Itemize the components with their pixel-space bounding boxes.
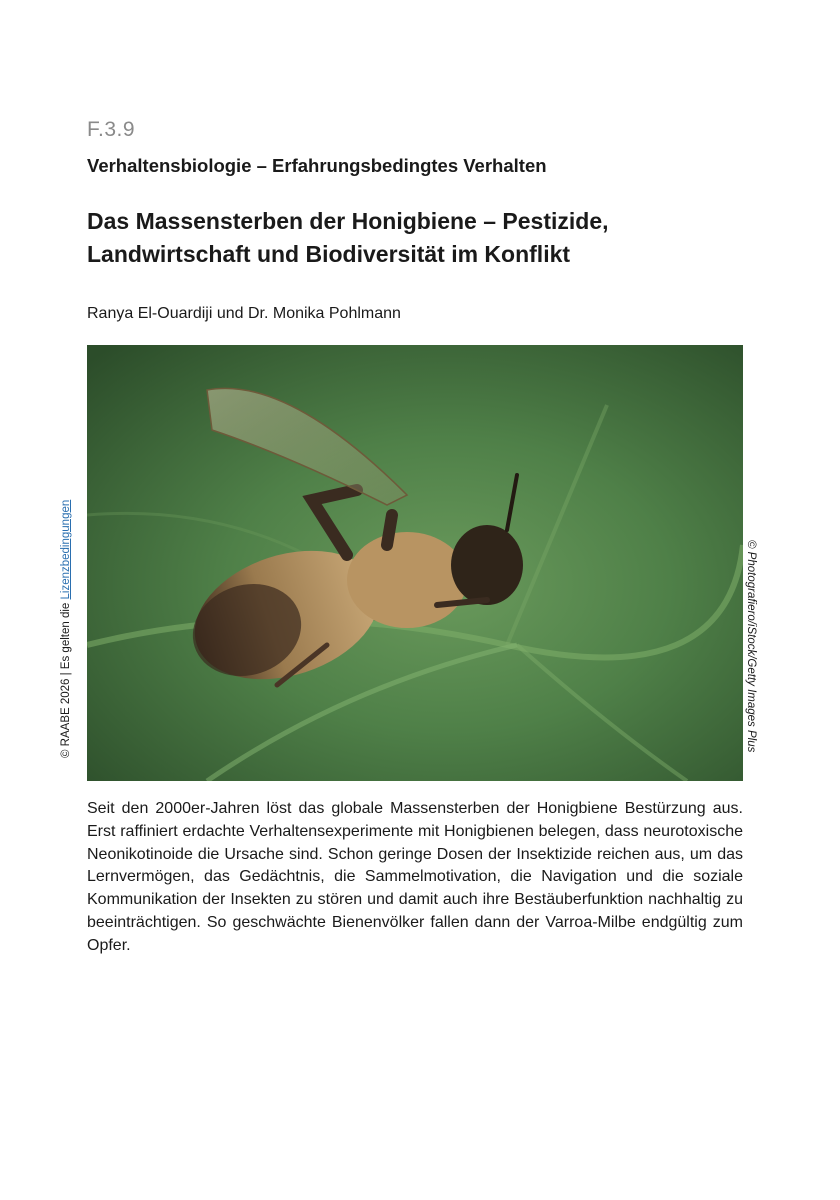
intro-paragraph: Seit den 2000er-Jahren löst das globale Massensterben der Honigbiene Bestürzung aus. Erst raffiniert erdachte Verhaltensexperimente mit Honigbienen belegen, dass neurotoxische Neonikotinoide die Ursache sind. Schon geringe Dosen der Insektizide reichen aus, um das Lernvermögen, das Gedächtnis, die Sammelmotivation, die Navigation und die soziale Kommunikation der Insekten zu stören und damit auch ihre Bestäuberfunktion nachhaltig zu beeinträchtigen. So geschwächte Bienenvölker fallen dann der Varroa-Milbe endgültig zum Opfer.	[87, 800, 743, 954]
honeybee-photo	[87, 345, 743, 781]
copyright-note	[60, 500, 72, 758]
chapter-code: F.3.9	[87, 118, 136, 141]
license-link[interactable]: Lizenzbedingungen	[60, 499, 72, 600]
copyright-text: © RAABE 2026 | Es gelten die	[60, 599, 72, 758]
photo-credit: © Photografiero/iStock/Getty Images Plus	[745, 540, 757, 753]
authors-line: Ranya El-Ouardiji und Dr. Monika Pohlmann	[87, 305, 401, 322]
subject-heading: Verhaltensbiologie – Erfahrungsbedingtes Verhalten	[87, 155, 547, 176]
article-title: Das Massensterben der Honigbiene – Pestizide, Landwirtschaft und Biodiversität im Konflikt	[87, 208, 609, 267]
